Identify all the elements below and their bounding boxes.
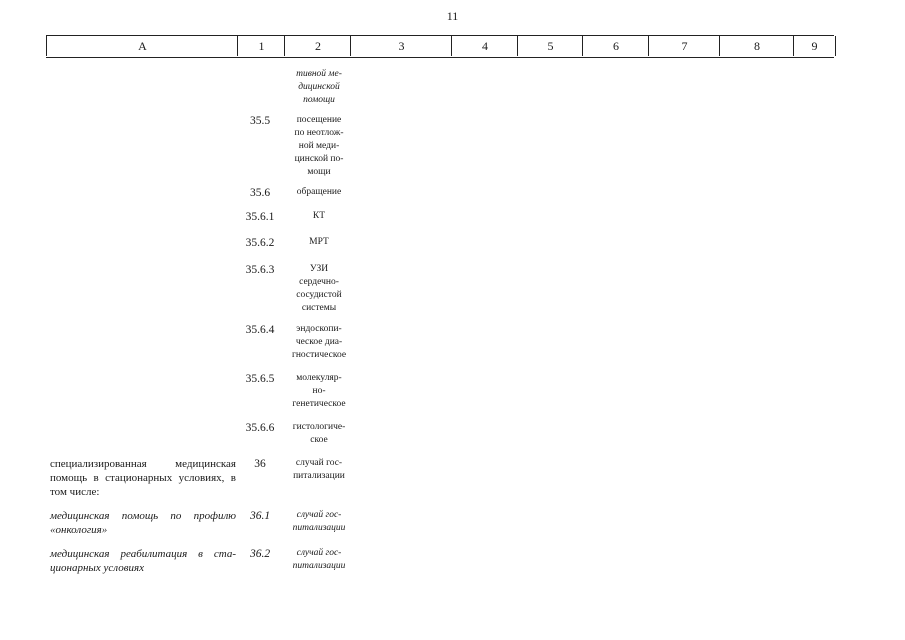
row-unit: МРТ: [309, 237, 329, 247]
row-unit: гистологиче- ское: [292, 422, 346, 445]
header-col-7: 7: [648, 36, 720, 56]
row-unit: случай гос- питализации: [292, 510, 346, 533]
page-number: 11: [446, 9, 459, 23]
row-unit: обращение: [296, 187, 342, 197]
table-header-bottom-border: [46, 57, 834, 58]
row-unit: эндоскопи- ческое диа- гностическое: [291, 324, 347, 360]
row-unit: случай гос- питализации: [292, 548, 346, 571]
row-name: медицинская реабилитация в ста-ционарных условиях: [50, 548, 236, 574]
row-name: специализированная медицинская помощь в стационарных условиях, в том числе:: [50, 458, 236, 498]
header-col-4: 4: [451, 36, 518, 56]
row-unit: КТ: [312, 211, 326, 221]
row-unit: молекуляр- но- генетическое: [292, 373, 346, 409]
row-number: 35.6.2: [245, 237, 275, 249]
row-number: 35.6.1: [245, 211, 275, 223]
header-col-5: 5: [517, 36, 583, 56]
row-number: 35.6: [249, 187, 271, 199]
header-col-3: 3: [350, 36, 452, 56]
header-col-8: 8: [719, 36, 794, 56]
row-name: медицинская помощь по профилю «онкология»: [50, 510, 236, 536]
row-number: 35.6.5: [245, 373, 275, 385]
row-unit: УЗИ сердечно- сосудистой системы: [296, 264, 342, 313]
row-number: 35.6.6: [245, 422, 275, 434]
header-col-6: 6: [582, 36, 649, 56]
header-col-9: 9: [793, 36, 836, 56]
row-number: 36.1: [249, 510, 271, 522]
row-number: 36.2: [249, 548, 271, 560]
row-unit: случай гос- питализации: [293, 458, 345, 481]
row-unit: посещение по неотлож- ной меди- цинской по- мощи: [294, 115, 344, 177]
header-col-1: 1: [237, 36, 285, 56]
row-number: 35.5: [249, 115, 271, 127]
row-number: 36: [254, 458, 266, 470]
row-number: 35.6.3: [245, 264, 275, 276]
row-unit: тивной ме- дицинской помощи: [296, 69, 342, 105]
header-col-2: 2: [284, 36, 351, 56]
header-col-a: А: [46, 36, 238, 56]
row-number: 35.6.4: [245, 324, 275, 336]
